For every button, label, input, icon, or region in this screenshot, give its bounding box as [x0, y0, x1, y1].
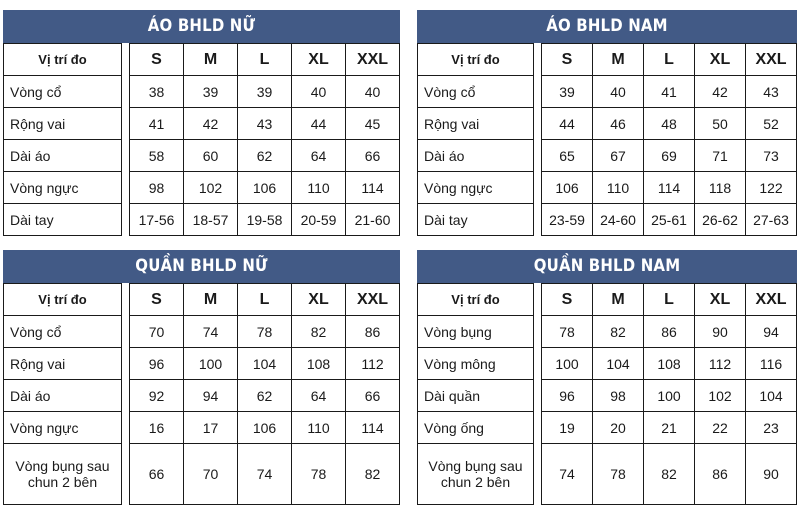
size-header: XL: [695, 44, 746, 76]
cell: 98: [130, 172, 184, 204]
gap: [122, 172, 130, 204]
size-header: XXL: [346, 44, 400, 76]
row-label: Vòng ngực: [4, 172, 122, 204]
table-ao-bhld-nu: [3, 10, 400, 236]
size-table: [417, 43, 797, 236]
cell: 114: [644, 172, 695, 204]
label-header: Vị trí đo: [4, 44, 122, 76]
size-header: M: [184, 284, 238, 316]
cell: 82: [644, 444, 695, 505]
cell: 64: [292, 380, 346, 412]
row-label: Rộng vai: [4, 348, 122, 380]
cell: 23: [746, 412, 797, 444]
row-label: Vòng cổ: [418, 76, 534, 108]
size-header: L: [644, 284, 695, 316]
table-row: [418, 444, 797, 505]
cell: 60: [184, 140, 238, 172]
cell: 114: [346, 172, 400, 204]
table-title: ÁO BHLD NỮ: [27, 10, 376, 43]
gap: [534, 412, 542, 444]
table-row: [418, 108, 797, 140]
cell: 23-59: [542, 204, 593, 236]
cell: 40: [346, 76, 400, 108]
cell: 58: [130, 140, 184, 172]
cell: 17-56: [130, 204, 184, 236]
cell: 104: [593, 348, 644, 380]
size-header: M: [593, 44, 644, 76]
header-row: [4, 284, 400, 316]
table-row: [418, 316, 797, 348]
cell: 25-61: [644, 204, 695, 236]
cell: 26-62: [695, 204, 746, 236]
cell: 21-60: [346, 204, 400, 236]
table-ao-bhld-nam: [417, 10, 797, 236]
row-label: Vòng bụng sau chun 2 bên: [418, 444, 534, 505]
table-row: [4, 204, 400, 236]
cell: 82: [346, 444, 400, 505]
row-label: Vòng cổ: [4, 76, 122, 108]
table-row: [418, 412, 797, 444]
size-header: S: [130, 284, 184, 316]
cell: 106: [238, 172, 292, 204]
size-header: XL: [292, 284, 346, 316]
cell: 40: [593, 76, 644, 108]
table-title-bar: [3, 10, 400, 43]
header-row: [418, 44, 797, 76]
cell: 74: [184, 316, 238, 348]
cell: 102: [695, 380, 746, 412]
row-label: Vòng bụng: [418, 316, 534, 348]
cell: 100: [184, 348, 238, 380]
row-label: Rộng vai: [418, 108, 534, 140]
cell: 106: [542, 172, 593, 204]
cell: 27-63: [746, 204, 797, 236]
row-label: Dài tay: [4, 204, 122, 236]
cell: 66: [130, 444, 184, 505]
table-row: [4, 76, 400, 108]
gap: [122, 412, 130, 444]
cell: 17: [184, 412, 238, 444]
row-label: Vòng mông: [418, 348, 534, 380]
size-table: [3, 43, 400, 236]
cell: 62: [238, 140, 292, 172]
row-label: Rộng vai: [4, 108, 122, 140]
table-row: [418, 204, 797, 236]
label-header: Vị trí đo: [4, 284, 122, 316]
cell: 78: [238, 316, 292, 348]
table-title: QUẦN BHLD NỮ: [27, 250, 376, 283]
cell: 70: [184, 444, 238, 505]
table-row: [418, 76, 797, 108]
cell: 41: [130, 108, 184, 140]
table-title-bar: [417, 250, 797, 283]
cell: 98: [593, 380, 644, 412]
cell: 52: [746, 108, 797, 140]
row-label: Vòng bụng sau chun 2 bên: [4, 444, 122, 505]
cell: 108: [644, 348, 695, 380]
cell: 18-57: [184, 204, 238, 236]
cell: 19-58: [238, 204, 292, 236]
table-row: [4, 444, 400, 505]
cell: 41: [644, 76, 695, 108]
cell: 69: [644, 140, 695, 172]
cell: 112: [695, 348, 746, 380]
cell: 42: [695, 76, 746, 108]
cell: 42: [184, 108, 238, 140]
table-title-bar: [417, 10, 797, 43]
cell: 74: [238, 444, 292, 505]
table-quan-bhld-nam: [417, 250, 797, 505]
cell: 67: [593, 140, 644, 172]
gap: [534, 316, 542, 348]
cell: 71: [695, 140, 746, 172]
gap: [534, 140, 542, 172]
cell: 21: [644, 412, 695, 444]
cell: 116: [746, 348, 797, 380]
size-header: L: [644, 44, 695, 76]
cell: 94: [184, 380, 238, 412]
cell: 50: [695, 108, 746, 140]
cell: 16: [130, 412, 184, 444]
cell: 19: [542, 412, 593, 444]
cell: 78: [292, 444, 346, 505]
cell: 62: [238, 380, 292, 412]
cell: 122: [746, 172, 797, 204]
cell: 20-59: [292, 204, 346, 236]
header-row: [4, 44, 400, 76]
gap: [122, 140, 130, 172]
cell: 110: [593, 172, 644, 204]
gap: [122, 284, 130, 316]
cell: 118: [695, 172, 746, 204]
table-row: [418, 380, 797, 412]
cell: 38: [130, 76, 184, 108]
cell: 46: [593, 108, 644, 140]
table-quan-bhld-nu: [3, 250, 400, 505]
table-row: [418, 172, 797, 204]
cell: 86: [346, 316, 400, 348]
cell: 110: [292, 412, 346, 444]
table-row: [4, 140, 400, 172]
size-header: XXL: [746, 44, 797, 76]
cell: 39: [238, 76, 292, 108]
cell: 44: [292, 108, 346, 140]
cell: 39: [542, 76, 593, 108]
gap: [534, 380, 542, 412]
table-title: ÁO BHLD NAM: [440, 10, 774, 43]
cell: 43: [746, 76, 797, 108]
cell: 100: [644, 380, 695, 412]
gap: [534, 204, 542, 236]
row-label: Dài áo: [4, 140, 122, 172]
size-header: S: [130, 44, 184, 76]
cell: 92: [130, 380, 184, 412]
table-row: [418, 140, 797, 172]
gap: [122, 108, 130, 140]
cell: 106: [238, 412, 292, 444]
cell: 110: [292, 172, 346, 204]
cell: 90: [695, 316, 746, 348]
cell: 82: [593, 316, 644, 348]
cell: 108: [292, 348, 346, 380]
size-header: M: [184, 44, 238, 76]
table-row: [4, 108, 400, 140]
cell: 90: [746, 444, 797, 505]
size-header: S: [542, 284, 593, 316]
row-label: Vòng cổ: [4, 316, 122, 348]
cell: 114: [346, 412, 400, 444]
cell: 20: [593, 412, 644, 444]
size-table: [417, 283, 797, 505]
size-header: M: [593, 284, 644, 316]
cell: 74: [542, 444, 593, 505]
table-title-bar: [3, 250, 400, 283]
size-header: XL: [695, 284, 746, 316]
size-table: [3, 283, 400, 505]
cell: 104: [238, 348, 292, 380]
gap: [122, 380, 130, 412]
row-label: Dài áo: [418, 140, 534, 172]
row-label: Dài áo: [4, 380, 122, 412]
gap: [534, 444, 542, 505]
gap: [122, 44, 130, 76]
cell: 66: [346, 140, 400, 172]
row-label: Vòng ngực: [4, 412, 122, 444]
cell: 102: [184, 172, 238, 204]
size-header: XXL: [746, 284, 797, 316]
size-header: XXL: [346, 284, 400, 316]
table-row: [4, 380, 400, 412]
row-label: Vòng ống: [418, 412, 534, 444]
cell: 78: [542, 316, 593, 348]
gap: [534, 76, 542, 108]
cell: 86: [695, 444, 746, 505]
cell: 39: [184, 76, 238, 108]
cell: 24-60: [593, 204, 644, 236]
row-label: Dài tay: [418, 204, 534, 236]
label-header: Vị trí đo: [418, 284, 534, 316]
label-header: Vị trí đo: [418, 44, 534, 76]
size-header: S: [542, 44, 593, 76]
cell: 45: [346, 108, 400, 140]
cell: 96: [542, 380, 593, 412]
size-header: L: [238, 44, 292, 76]
size-header: XL: [292, 44, 346, 76]
gap: [122, 348, 130, 380]
cell: 73: [746, 140, 797, 172]
gap: [122, 316, 130, 348]
table-row: [4, 348, 400, 380]
cell: 104: [746, 380, 797, 412]
gap: [534, 284, 542, 316]
cell: 96: [130, 348, 184, 380]
gap: [534, 172, 542, 204]
gap: [534, 108, 542, 140]
cell: 94: [746, 316, 797, 348]
cell: 70: [130, 316, 184, 348]
table-row: [418, 348, 797, 380]
cell: 43: [238, 108, 292, 140]
cell: 40: [292, 76, 346, 108]
gap: [122, 204, 130, 236]
cell: 86: [644, 316, 695, 348]
gap: [534, 44, 542, 76]
cell: 66: [346, 380, 400, 412]
header-row: [418, 284, 797, 316]
table-row: [4, 316, 400, 348]
cell: 112: [346, 348, 400, 380]
cell: 44: [542, 108, 593, 140]
cell: 65: [542, 140, 593, 172]
gap: [534, 348, 542, 380]
table-row: [4, 172, 400, 204]
gap: [122, 444, 130, 505]
row-label: Dài quần: [418, 380, 534, 412]
cell: 48: [644, 108, 695, 140]
cell: 82: [292, 316, 346, 348]
size-header: L: [238, 284, 292, 316]
row-label: Vòng ngực: [418, 172, 534, 204]
cell: 100: [542, 348, 593, 380]
cell: 64: [292, 140, 346, 172]
cell: 78: [593, 444, 644, 505]
gap: [122, 76, 130, 108]
table-title: QUẦN BHLD NAM: [440, 250, 774, 283]
table-row: [4, 412, 400, 444]
cell: 22: [695, 412, 746, 444]
